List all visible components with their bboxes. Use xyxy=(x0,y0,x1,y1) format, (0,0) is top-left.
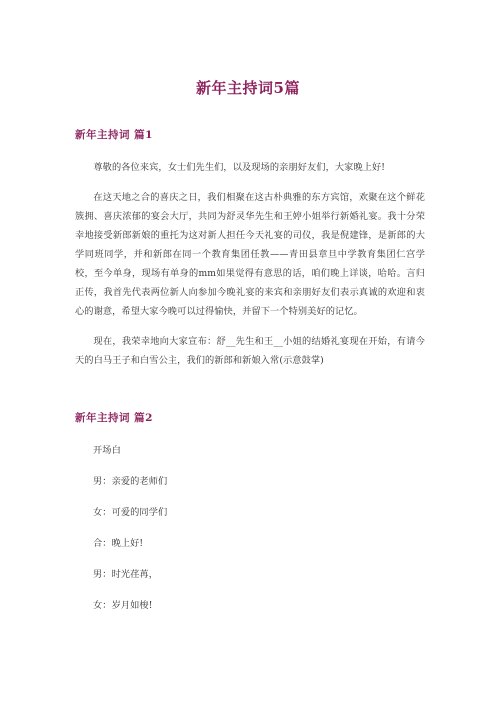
section-heading-1: 新年主持词 篇1 xyxy=(75,129,153,141)
paragraph-1-3: 现在，我荣幸地向大家宣布：舒__先生和王__小姐的结婚礼宴现在开始，有请今天的白马王子和白雪公主，我们的新郎和新娘入常(示意鼓掌) xyxy=(75,336,425,366)
document-title: 新年主持词5篇 xyxy=(196,79,300,97)
script-line: 合：晚上好! xyxy=(93,538,144,549)
paragraph-1-1: 尊敬的各位来宾，女士们先生们，以及现场的亲朋好友们，大家晚上好! xyxy=(93,162,386,173)
script-line: 男：时光荏苒， xyxy=(93,569,159,580)
section-heading-2: 新年主持词 篇2 xyxy=(75,412,153,424)
script-line: 开场白 xyxy=(93,445,121,456)
script-line: 女：岁月如梭! xyxy=(93,600,153,611)
script-line: 女：可爱的同学们 xyxy=(93,507,168,518)
paragraph-1-2: 在这天地之合的喜庆之日，我们相聚在这古朴典雅的东方宾馆，欢聚在这个鲜花簇拥、喜庆浓郁的宴会大厅，共同为舒灵华先生和王婷小姐举行新婚礼宴。我十分荣幸地接受新郎新娘的重托为这对新人担任今天礼宴的司仪，我是倪建锋，是新郎的大学同班同学，并和新郎在同一个教育集团任教——青田县章旦中学教育集团仁宫学校，至今单身，现场有单身的mm如果觉得有意思的话，咱们晚上详谈，哈哈。言归正传，我首先代表两位新人向参加今晚礼宴的来宾和亲朋好友们表示真诚的欢迎和衷心的谢意，希望大家今晚可以过得愉快，并留下一个特别美好的记忆。 xyxy=(75,192,425,317)
script-line: 男：亲爱的老师们 xyxy=(93,476,168,487)
